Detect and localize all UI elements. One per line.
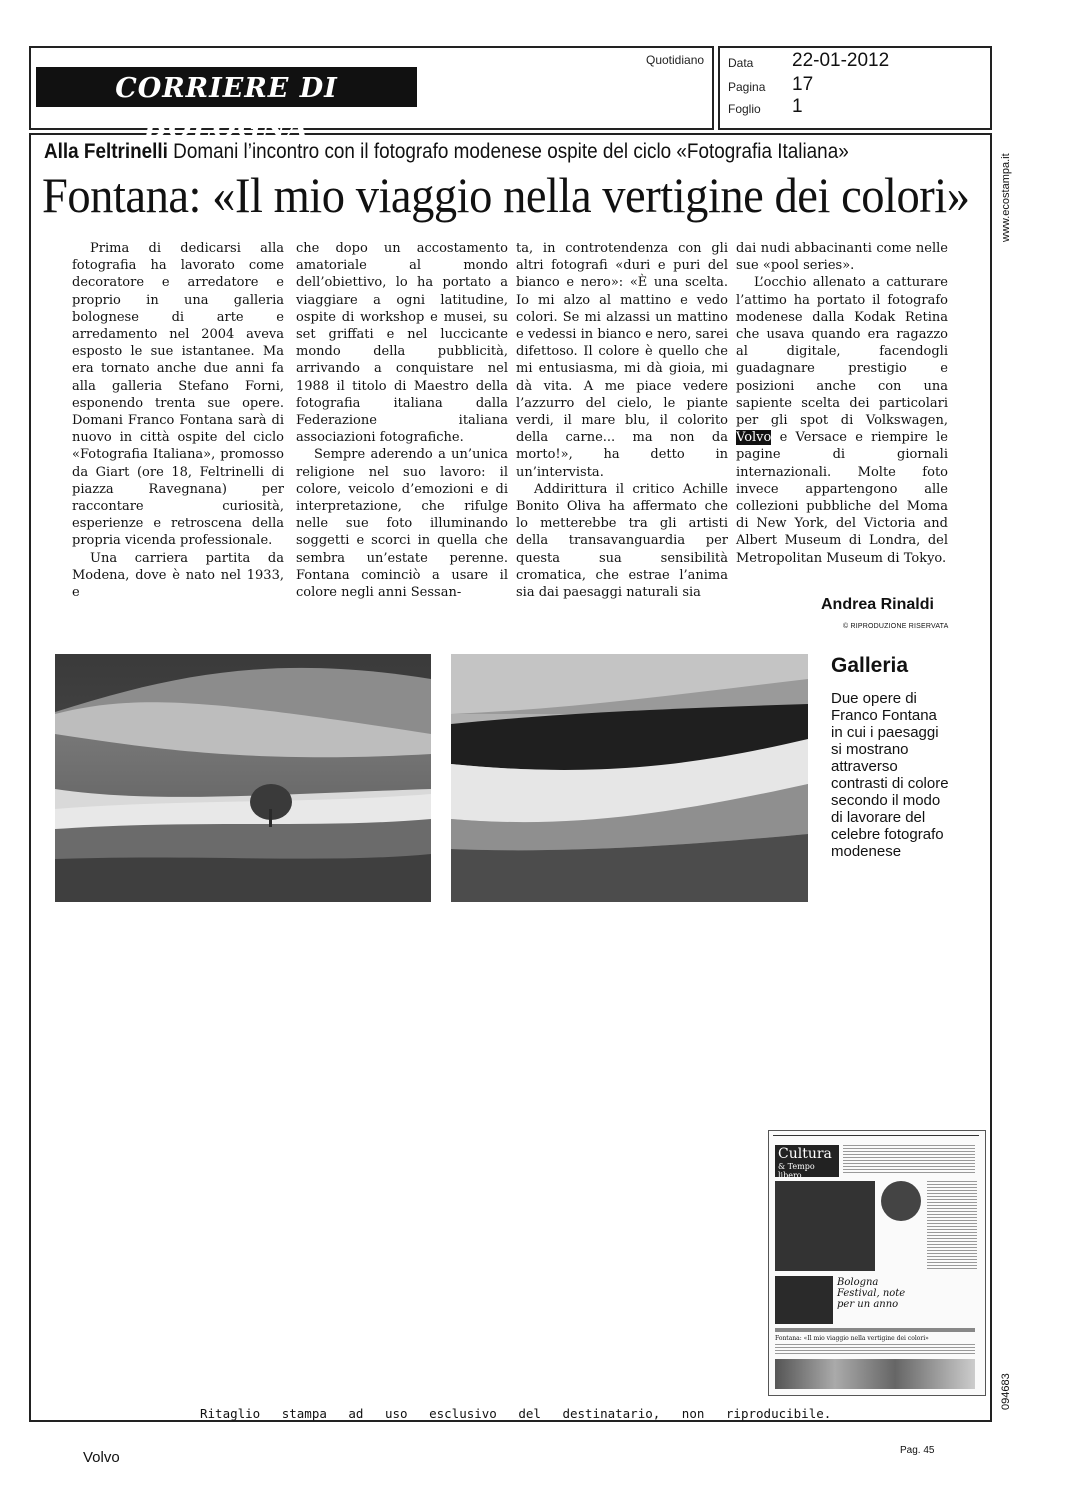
kicker-rest: Domani l’incontro con il fotografo modenese ospite del ciclo «Fotografia Italiana» [167, 140, 849, 163]
thumb-mini-headline: Fontana: «Il mio viaggio nella vertigine dei colori» [775, 1335, 929, 1342]
kicker-bold: Alla Feltrinelli [44, 140, 168, 163]
paragraph: Sempre aderendo a un’unica religione nel suo lavoro: il colore, veicolo d’emozioni e di interpretazione, che rifulge nelle sue foto illuminando soggetti e scorci in quella che sembra un’estate perenne. Fontana cominciò a usare il colore negli anni Sessan- [296, 447, 508, 601]
thumb-text-columns [775, 1344, 975, 1356]
kicker [44, 140, 849, 164]
paragraph: che dopo un accostamento amatoriale al mondo dell’obiettivo, lo ha portato a viaggiare a ogni latitudine, ospite di workshop e musei, su set griffati e nel luccicante mondo della pubblicità, arrivando a conquistare nel 1988 il titolo di Maestro della fotografia italiana dalla Federazione italiana associazioni fotografiche. [296, 241, 508, 446]
thumb-section-title [775, 1145, 839, 1180]
thumb-section-label: Cultura [778, 1146, 832, 1162]
data-label: Data [728, 56, 754, 70]
paragraph: ta, in controtendenza con gli altri fotografi «duri e puri del bianco e nero»: «È una scelta. Io mi alzo al mattino e vedo colori. Se mi alzassi un mattino e vedessi in bianco e nero, sarei difettoso. Il colore è quello che mi entusiasma, mi dà gioia, mi dà vita. A me piace vedere l’azzurro del cielo, le piante verdi, il mare blu, il colorito della carne... ma non da morto!», ha detto in un’intervista. [516, 241, 728, 480]
thumb-text-right [927, 1181, 977, 1271]
side-code: 094683 [1000, 1373, 1012, 1410]
pagina-label: Pagina [728, 80, 766, 94]
thumb-text-block [843, 1145, 975, 1175]
client-name: Volvo [83, 1449, 120, 1466]
thumb-subsection-label: & Tempo libero [778, 1162, 815, 1180]
article-column-3 [516, 240, 728, 601]
page-thumbnail [768, 1130, 986, 1396]
paragraph: Una carriera partita da Modena, dove è nato nel 1933, e [72, 550, 284, 601]
gallery-title: Galleria [831, 654, 909, 677]
text-segment: e Versace e riempire le pagine di giornali internazionali. Molte foto invece appartengono alle collezioni pubbliche del Moma di New York, del Victoria and Albert Museum di Londra, del Metropolitan Museum di Tokyo. [736, 430, 948, 566]
author-signature: Andrea Rinaldi [821, 596, 934, 613]
side-website: www.ecostampa.it [1000, 153, 1012, 242]
article-column-1 [72, 240, 284, 601]
thumb-photo-main [775, 1181, 875, 1271]
article-column-4 [736, 240, 948, 567]
copyright-note: © RIPRODUZIONE RISERVATA [843, 623, 949, 630]
thumb-globe [881, 1181, 921, 1221]
highlighted-keyword: Volvo [736, 430, 772, 446]
text-segment: L’occhio allenato a catturare l’attimo ha portato il fotografo modenese dalla Kodak Retina che usava quando era ragazzo al digitale, facendogli guadagnare prestigio e posizioni anche con una sapiente scelta dei particolari per gli spot di Volkswagen, [736, 275, 948, 429]
photo-hills-tree [55, 654, 431, 902]
thumb-header-rule [773, 1135, 979, 1136]
thumb-feature-title: Bologna Festival, note per un anno [837, 1277, 906, 1310]
paragraph: Prima di dedicarsi alla fotografia ha lavorato come decoratore e arredatore e proprio in una galleria bolognese di arte e arredamento nel 2004 aveva esposto le sue istantanee. Ma era tornato anche due anni fa alla galleria Stefano Forni, esponendo trenta sue opere. Domani Franco Fontana sarà di nuovo in città ospite del ciclo «Fotografia Italiana», promosso da Giart (ore 18, Feltrinelli di piazza Ravegnana) per raccontare curiosità, esperienze e retroscena della propria vicenda professionale. [72, 241, 284, 549]
thumb-photo-concert [775, 1276, 833, 1324]
thumb-photo-strip [775, 1359, 975, 1389]
page-number: Pag. 45 [900, 1445, 935, 1456]
photo-hills-tree-art [55, 654, 431, 902]
paragraph: Addirittura il critico Achille Bonito Oliva ha affermato che lo metterebbe tra gli artisti della transavanguardia per questa sua sensibilità cromatica, che estrae l’anima sia dai paesaggi naturali sia [516, 481, 728, 601]
paragraph [736, 274, 948, 566]
foglio-value: 1 [792, 96, 803, 117]
headline: Fontana: «Il mio viaggio nella vertigine dei colori» [42, 167, 970, 223]
clipping-note: Ritaglio stampa ad uso esclusivo del destinatario, non riproducibile. [200, 1406, 832, 1421]
type-label: Quotidiano [646, 53, 705, 67]
masthead-logo: CORRIERE DI BOLOGNA [36, 67, 417, 107]
photo-fields [451, 654, 808, 902]
data-value: 22-01-2012 [792, 50, 890, 71]
foglio-label: Foglio [728, 102, 761, 116]
article-column-2 [296, 240, 508, 601]
thumb-text-lower [775, 1328, 975, 1332]
gallery-caption: Due opere di Franco Fontana in cui i paesaggi si mostrano attraverso contrasti di colore secondo il modo di lavorare del celebre fotografo modenese [831, 690, 949, 860]
photo-fields-art [451, 654, 808, 902]
pagina-value: 17 [792, 74, 814, 95]
paragraph: dai nudi abbacinanti come nelle sue «pool series». [736, 241, 948, 274]
